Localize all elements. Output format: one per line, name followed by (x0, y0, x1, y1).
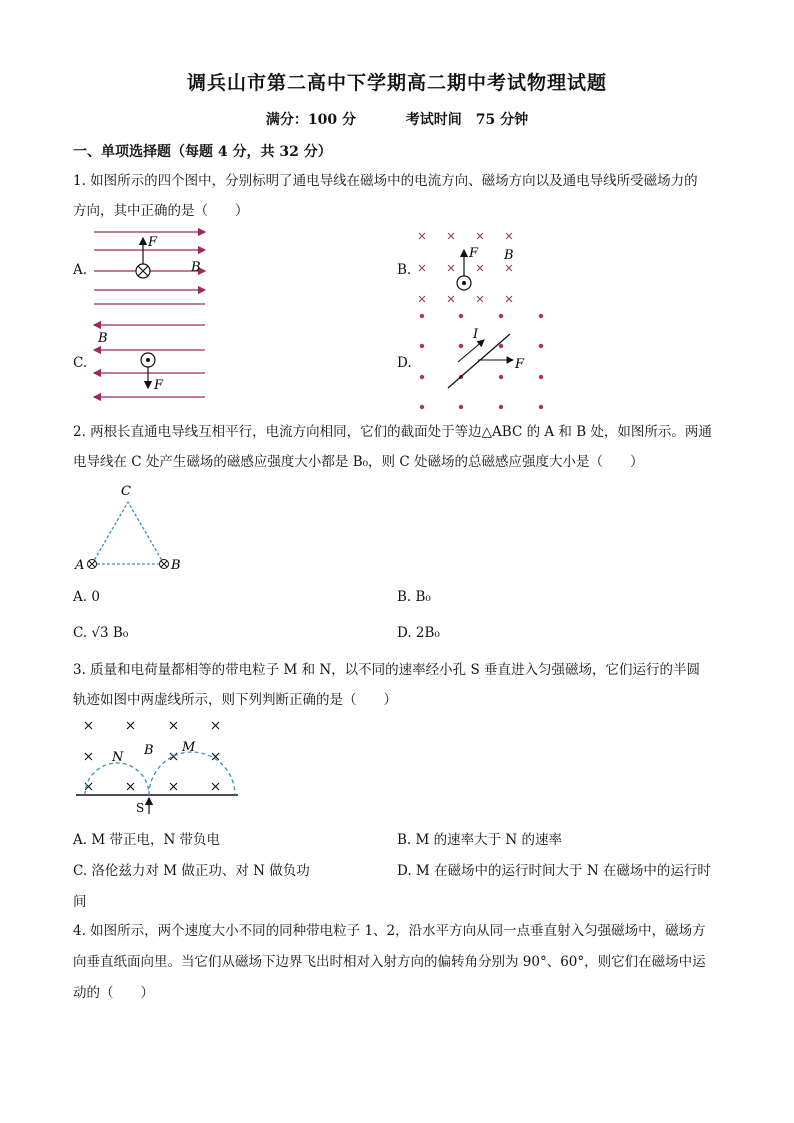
q1-text-line2: 方向，其中正确的是（ ） (73, 203, 249, 219)
q1-figure-a (88, 222, 213, 294)
field-cross-grid (419, 233, 512, 302)
label-c: C (121, 484, 131, 499)
trajectory-n (85, 763, 149, 795)
field-lines-left (94, 304, 205, 397)
exam-info (0, 109, 794, 129)
label-f: F (148, 235, 158, 250)
q2-option-b[interactable]: B. B₀ (397, 589, 431, 605)
q2-option-c[interactable]: C. √3 B₀ (73, 625, 129, 641)
q3-option-d-continued: 间 (73, 894, 87, 910)
label-f: F (515, 357, 525, 372)
q1-figure-c (88, 296, 213, 410)
q2-option-d[interactable]: D. 2B₀ (397, 625, 440, 641)
q2-text-line2: 电导线在 C 处产生磁场的磁感应强度大小都是 B₀，则 C 处磁场的总磁感应强度大小是（ ） (73, 454, 644, 470)
current-arrow-icon (458, 340, 484, 362)
q1-option-a-label[interactable]: A. (73, 262, 88, 278)
q3-text-line1: 3. 质量和电荷量都相等的带电粒子 M 和 N，以不同的速率经小孔 S 垂直进入匀强磁场，它们运行的半圆 (73, 662, 701, 678)
q4-text-line3: 动的（ ） (73, 985, 154, 1001)
q2-option-a[interactable]: A. 0 (73, 589, 100, 605)
q3-semicircle-figure (74, 716, 244, 816)
label-f: F (469, 246, 479, 261)
q2-triangle-figure (72, 480, 192, 575)
wire-line (448, 334, 510, 388)
label-b: B (504, 248, 514, 263)
trajectory-m (149, 752, 235, 795)
q3-option-b[interactable]: B. M 的速率大于 N 的速率 (397, 832, 563, 848)
q1-option-d-label[interactable]: D. (397, 355, 412, 371)
label-m: M (182, 740, 196, 755)
label-b: B (171, 558, 181, 573)
label-i: I (473, 327, 479, 342)
q1-option-c-label[interactable]: C. (73, 355, 88, 371)
q1-figure-d (412, 308, 552, 416)
q1-figure-b (412, 228, 522, 310)
label-n: N (112, 750, 124, 765)
label-s: S (136, 801, 145, 815)
q1-text-line1: 1. 如图所示的四个图中，分别标明了通电导线在磁场中的电流方向、磁场方向以及通电导线所受磁场力的 (73, 173, 698, 189)
label-a: A (75, 558, 85, 573)
exam-time: 考试时间 75 分钟 (405, 112, 529, 128)
q3-option-c[interactable]: C. 洛伦兹力对 M 做正功、对 N 做负功 (73, 863, 310, 879)
q3-option-a[interactable]: A. M 带正电，N 带负电 (73, 832, 221, 848)
label-b: B (191, 260, 201, 275)
q3-option-d[interactable]: D. M 在磁场中的运行时间大于 N 在磁场中的运行时 (397, 863, 711, 879)
triangle-abc (92, 502, 164, 564)
section-heading: 一、单项选择题（每题 4 分，共 32 分） (73, 144, 332, 160)
field-dot-grid (420, 314, 543, 409)
label-b: B (144, 743, 154, 758)
full-score: 满分：100 分 (265, 112, 356, 128)
q3-text-line2: 轨迹如图中两虚线所示，则下列判断正确的是（ ） (73, 692, 397, 708)
label-b: B (98, 331, 108, 346)
q1-option-b-label[interactable]: B. (397, 262, 412, 278)
q2-text-line1: 2. 两根长直通电导线互相平行，电流方向相同，它们的截面处于等边△ABC 的 A 和 B 处，如图所示。两通 (73, 424, 712, 440)
q4-text-line2: 向垂直纸面向里。当它们从磁场下边界飞出时相对入射方向的偏转角分别为 90°、60°，则它们在磁场中运 (73, 954, 706, 970)
q4-text-line1: 4. 如图所示，两个速度大小不同的同种带电粒子 1、2，沿水平方向从同一点垂直射入匀强磁场中，磁场方 (73, 923, 706, 939)
page-title: 调兵山市第二高中下学期高二期中考试物理试题 (186, 72, 607, 94)
label-f: F (154, 378, 164, 393)
